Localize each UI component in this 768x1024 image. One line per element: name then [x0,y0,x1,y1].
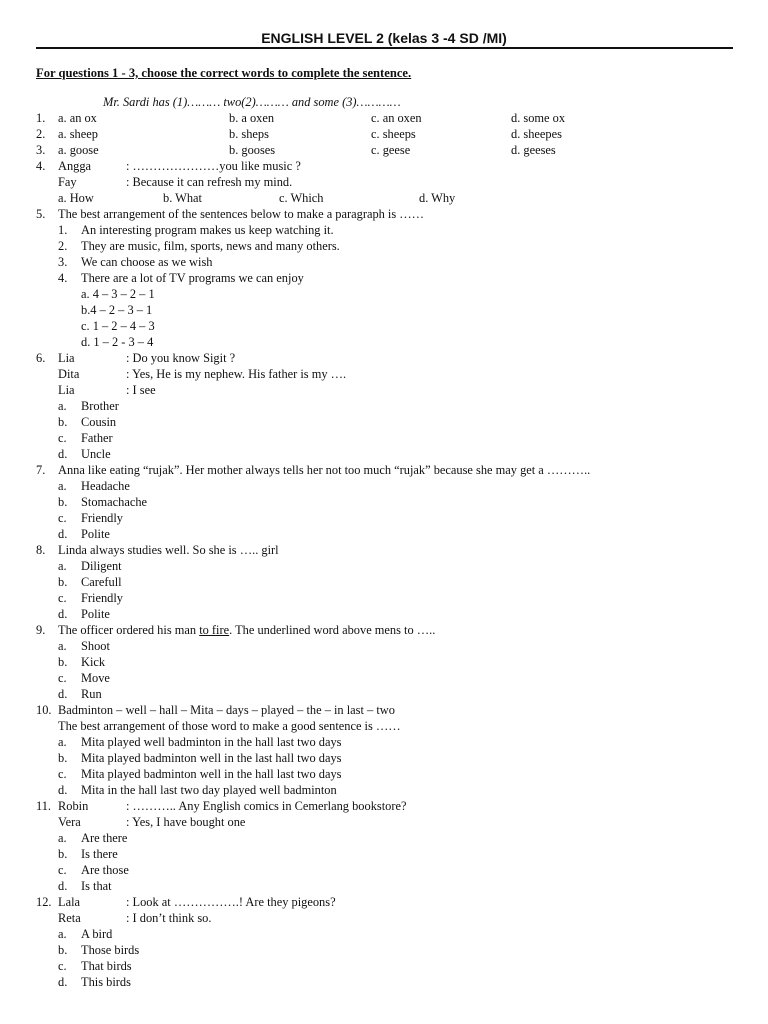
option-c: c. geese [371,143,411,157]
option-d [0,446,768,462]
option-text: Kick [81,655,106,669]
speaker-name: Lala [58,895,81,909]
option-text: Are those [81,863,129,877]
option-letter: b. [58,751,68,765]
option-letter: b. [58,847,68,861]
option-text: Run [81,687,102,701]
option-b [0,750,768,766]
option-text: Shoot [81,639,110,653]
speaker-name: Lia [58,383,75,397]
title-underline-rule [36,47,733,49]
option-c [0,510,768,526]
option-letter: c. [58,767,67,781]
list-number: 1. [58,223,68,237]
option-letter: a. [58,639,67,653]
option-d: d. Why [419,191,456,205]
list-item [0,238,768,254]
underlined-word: to fire [199,623,230,637]
option-c [0,766,768,782]
option-letter: a. [58,479,67,493]
question-6 [0,350,768,366]
option-a: a. How [58,191,94,205]
list-text: There are a lot of TV programs we can enjoy [81,271,304,285]
option-text: Mita played well badminton in the hall last two days [81,735,342,749]
option-text: A bird [81,927,113,941]
question-number: 6. [36,351,46,365]
option-a [0,398,768,414]
question-10 [0,702,768,718]
option-a [0,926,768,942]
question-number: 11. [36,799,52,813]
option-letter: a. [58,559,67,573]
question-text-pre: The officer ordered his man [58,623,200,637]
option-d [0,526,768,542]
list-number: 3. [58,255,68,269]
option-b [0,414,768,430]
option-a: a. an ox [58,111,97,125]
question-number: 2. [36,127,46,141]
option-letter: d. [58,783,68,797]
option-letter: d. [58,687,68,701]
option-text: That birds [81,959,132,973]
speaker-name: Lia [58,351,75,365]
dialogue-row [0,174,768,190]
question-number: 5. [36,207,46,221]
dialogue-line: : Yes, He is my nephew. His father is my …. [126,367,347,381]
question-4 [0,158,768,174]
option-c: c. sheeps [371,127,416,141]
option-text: This birds [81,975,131,989]
list-item [0,222,768,238]
option-c [0,670,768,686]
option-text: Uncle [81,447,111,461]
option-a [0,478,768,494]
option-text: Friendly [81,591,123,605]
question-7 [0,462,768,478]
option-text: Father [81,431,113,445]
dialogue-line: : Look at …………….! Are they pigeons? [126,895,336,909]
option-text: Mita in the hall last two day played well badminton [81,783,337,797]
question-text: Linda always studies well. So she is ….. girl [58,543,279,557]
option-b: b. a oxen [229,111,275,125]
dialogue-line: : Because it can refresh my mind. [126,175,293,189]
question-8 [0,542,768,558]
option-letter: b. [58,415,68,429]
question-text-2: The best arrangement of those word to make a good sentence is …… [58,719,401,733]
option-text: Those birds [81,943,140,957]
question-number: 12. [36,895,52,909]
option-letter: c. [58,863,67,877]
option-letter: c. [58,671,67,685]
option-d [0,606,768,622]
option-text: Headache [81,479,130,493]
speaker-name: Robin [58,799,89,813]
list-text: They are music, film, sports, news and many others. [81,239,340,253]
speaker-name: Reta [58,911,81,925]
option-b [0,494,768,510]
question-number: 10. [36,703,52,717]
option-b [0,654,768,670]
option-b [0,942,768,958]
option-letter: a. [58,831,67,845]
option-letter: c. [58,511,67,525]
question-2 [0,126,768,142]
option-d [0,974,768,990]
dialogue-line: : …………………you like music ? [126,159,301,173]
option-a: a. sheep [58,127,98,141]
option-a: a. 4 – 3 – 2 – 1 [81,287,155,301]
dialogue-row [0,382,768,398]
list-number: 2. [58,239,68,253]
option-b: b. gooses [229,143,276,157]
option-c [0,430,768,446]
option-c [0,590,768,606]
option-text: Stomachache [81,495,148,509]
dialogue-line: : Do you know Sigit ? [126,351,236,365]
list-text: An interesting program makes us keep watching it. [81,223,334,237]
option-letter: a. [58,927,67,941]
option-text: Polite [81,527,110,541]
option-text: Are there [81,831,128,845]
question-number: 1. [36,111,46,125]
option-a [0,830,768,846]
option-letter: b. [58,575,68,589]
option-a [0,558,768,574]
option-c: c. an oxen [371,111,422,125]
option-text: Friendly [81,511,123,525]
option-text: Is there [81,847,118,861]
option-d [0,686,768,702]
instructions-q1-3: For questions 1 - 3, choose the correct words to complete the sentence. [36,66,412,80]
question-number: 3. [36,143,46,157]
question-text: Badminton – well – hall – Mita – days – played – the – in last – two [58,703,395,717]
option-text: Diligent [81,559,122,573]
dialogue-line: : I don’t think so. [126,911,212,925]
option-b [0,846,768,862]
option-b: b.4 – 2 – 3 – 1 [81,303,153,317]
option-letter: d. [58,527,68,541]
option-c [0,958,768,974]
list-item [0,254,768,270]
question-text: The best arrangement of the sentences below to make a paragraph is …… [58,207,425,221]
option-letter: b. [58,495,68,509]
option-letter: d. [58,607,68,621]
option-c: c. Which [279,191,324,205]
option-letter: c. [58,591,67,605]
option-letter: a. [58,735,67,749]
option-b: b. sheps [229,127,269,141]
option-b: b. What [163,191,202,205]
list-item [0,270,768,286]
speaker-name: Fay [58,175,77,189]
option-d [0,878,768,894]
option-letter: d. [58,447,68,461]
list-number: 4. [58,271,68,285]
dialogue-row [0,814,768,830]
option-d: d. geeses [511,143,556,157]
option-a [0,734,768,750]
question-12 [0,894,768,910]
option-letter: d. [58,975,68,989]
question-9 [0,622,768,638]
option-text: Cousin [81,415,117,429]
option-text: Is that [81,879,112,893]
list-text: We can choose as we wish [81,255,213,269]
option-text: Mita played badminton well in the hall last two days [81,767,342,781]
dialogue-row [0,910,768,926]
question-5 [0,206,768,222]
option-letter: b. [58,655,68,669]
question-3 [0,142,768,158]
option-c [0,862,768,878]
dialogue-line: : I see [126,383,156,397]
question-number: 8. [36,543,46,557]
option-c: c. 1 – 2 – 4 – 3 [81,319,155,333]
question-text: Anna like eating “rujak”. Her mother always tells her not too much “rujak” because she may get a ……….. [58,463,591,477]
option-a: a. goose [58,143,99,157]
option-letter: c. [58,431,67,445]
option-letter: b. [58,943,68,957]
question-11 [0,798,768,814]
dialogue-row [0,366,768,382]
dialogue-line: : Yes, I have bought one [126,815,246,829]
option-letter: a. [58,399,67,413]
option-d: d. 1 – 2 - 3 – 4 [81,335,154,349]
dialogue-line: : ……….. Any English comics in Cemerlang bookstore? [126,799,407,813]
option-b [0,574,768,590]
option-a [0,638,768,654]
question-number: 9. [36,623,46,637]
option-text: Brother [81,399,119,413]
speaker-name: Vera [58,815,81,829]
options-row [0,190,768,206]
question-number: 4. [36,159,46,173]
speaker-name: Angga [58,159,92,173]
speaker-name: Dita [58,367,80,381]
option-d: d. some ox [511,111,566,125]
option-text: Move [81,671,110,685]
option-d: d. sheepes [511,127,562,141]
question-1 [0,110,768,126]
option-text: Mita played badminton well in the last hall two days [81,751,342,765]
q1-3-stem-sentence: Mr. Sardi has (1)……… two(2)……… and some (3)………… [103,95,401,109]
option-letter: c. [58,959,67,973]
option-text: Carefull [81,575,122,589]
option-d [0,782,768,798]
worksheet-title: ENGLISH LEVEL 2 (kelas 3 -4 SD /MI) [261,30,507,46]
question-number: 7. [36,463,46,477]
option-letter: d. [58,879,68,893]
option-text: Polite [81,607,110,621]
question-text [58,622,435,638]
question-text-post: . The underlined word above mens to ….. [229,623,436,637]
